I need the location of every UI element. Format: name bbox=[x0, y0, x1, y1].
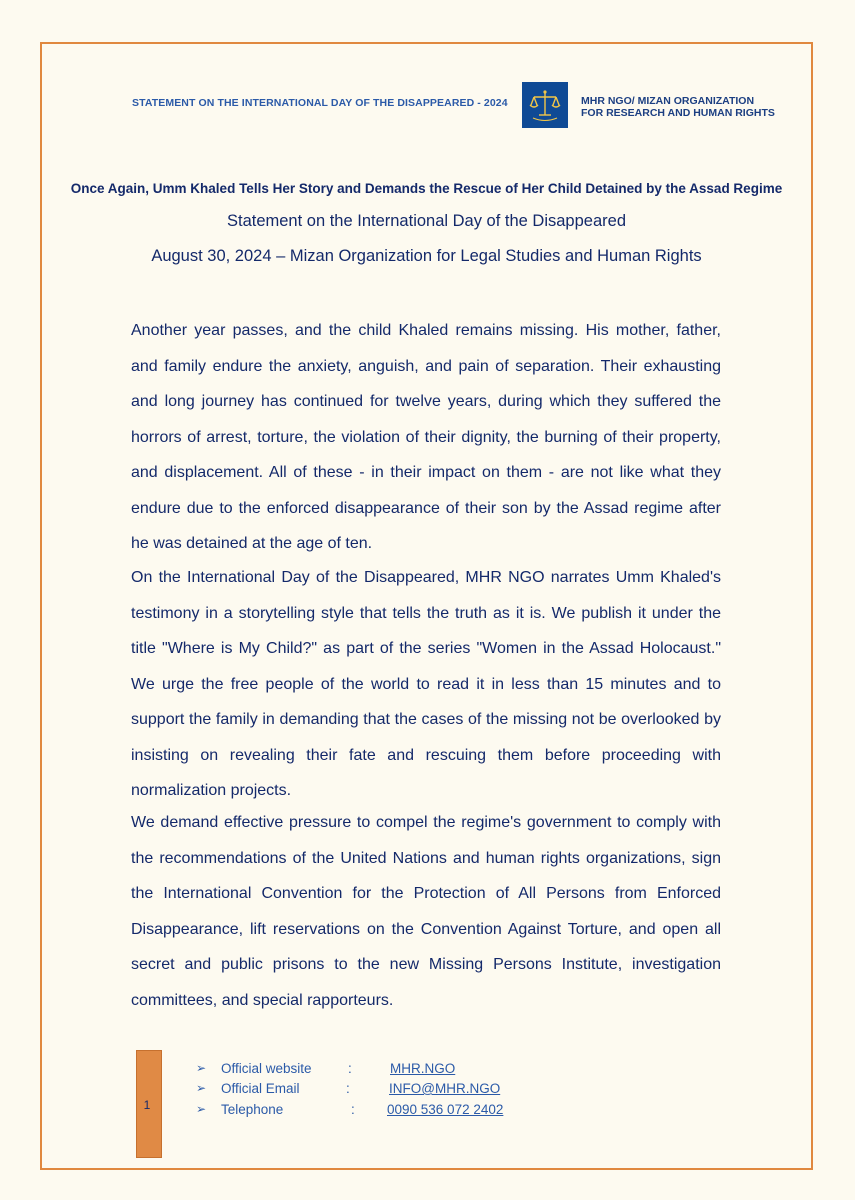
contact-label: Official Email bbox=[221, 1081, 300, 1096]
paragraph-text: Another year passes, and the child Khaled remains missing. His mother, father, and family endure the anxiety, anguish, and pain of separation. Their exhausting and long journey has continued for twelve years, during which they suffered the horrors of arrest, torture, the violation of their dignity, the burning of their property, and displacement. All of these - in their impact on them - are not like what they endure due to the enforced disappearance of their son by the Assad regime after he was detained at the age of ten. bbox=[131, 322, 721, 552]
scales-of-justice-icon bbox=[522, 82, 568, 128]
contact-separator: : bbox=[348, 1061, 352, 1076]
contact-label: Telephone bbox=[221, 1102, 284, 1117]
contact-separator: : bbox=[346, 1081, 350, 1096]
paragraph-text: We demand effective pressure to compel the regime's government to comply with the recommendations of the United Nations and human rights organizations, sign the International Convention for the Protection of All Persons from Enforced Disappearance, lift reservations on the Convention Against Torture, and open all secret and public prisons to the new Missing Persons Institute, investigation committees, and special rapporteurs. bbox=[131, 814, 721, 1009]
page-number: 1 bbox=[143, 1098, 151, 1112]
contact-label: Official website bbox=[221, 1061, 312, 1076]
organization-name bbox=[581, 95, 781, 119]
telephone-link[interactable]: 0090 536 072 2402 bbox=[387, 1102, 504, 1117]
contact-separator: : bbox=[351, 1102, 355, 1117]
arrow-bullet-icon: ➢ bbox=[196, 1061, 207, 1075]
subtitle: Statement on the International Day of the Disappeared bbox=[226, 212, 626, 230]
body-paragraph-2 bbox=[131, 560, 721, 809]
arrow-bullet-icon: ➢ bbox=[196, 1102, 207, 1116]
email-link[interactable]: INFO@MHR.NGO bbox=[389, 1081, 501, 1096]
headline: Once Again, Umm Khaled Tells Her Story and Demands the Rescue of Her Child Detained by the Assad Regime bbox=[70, 181, 783, 196]
org-name-line1: MHR NGO/ MIZAN ORGANIZATION bbox=[581, 95, 755, 107]
body-paragraph-3 bbox=[131, 805, 721, 1018]
arrow-bullet-icon: ➢ bbox=[196, 1081, 207, 1095]
body-paragraph-1 bbox=[131, 313, 721, 562]
org-name-line2: FOR RESEARCH AND HUMAN RIGHTS bbox=[581, 107, 775, 119]
statement-header-title: STATEMENT ON THE INTERNATIONAL DAY OF THE DISAPPEARED - 2024 bbox=[132, 97, 508, 109]
dateline: August 30, 2024 – Mizan Organization for Legal Studies and Human Rights bbox=[151, 247, 702, 265]
website-link[interactable]: MHR.NGO bbox=[390, 1061, 456, 1076]
paragraph-text: On the International Day of the Disappeared, MHR NGO narrates Umm Khaled's testimony in a storytelling style that tells the truth as it is. We publish it under the title "Where is My Child?" as part of the series "Women in the Assad Holocaust." We urge the free people of the world to read it in less than 15 minutes and to support the family in demanding that the cases of the missing not be overlooked by insisting on revealing their fate and rescuing them before proceeding with normalization projects. bbox=[131, 569, 721, 799]
